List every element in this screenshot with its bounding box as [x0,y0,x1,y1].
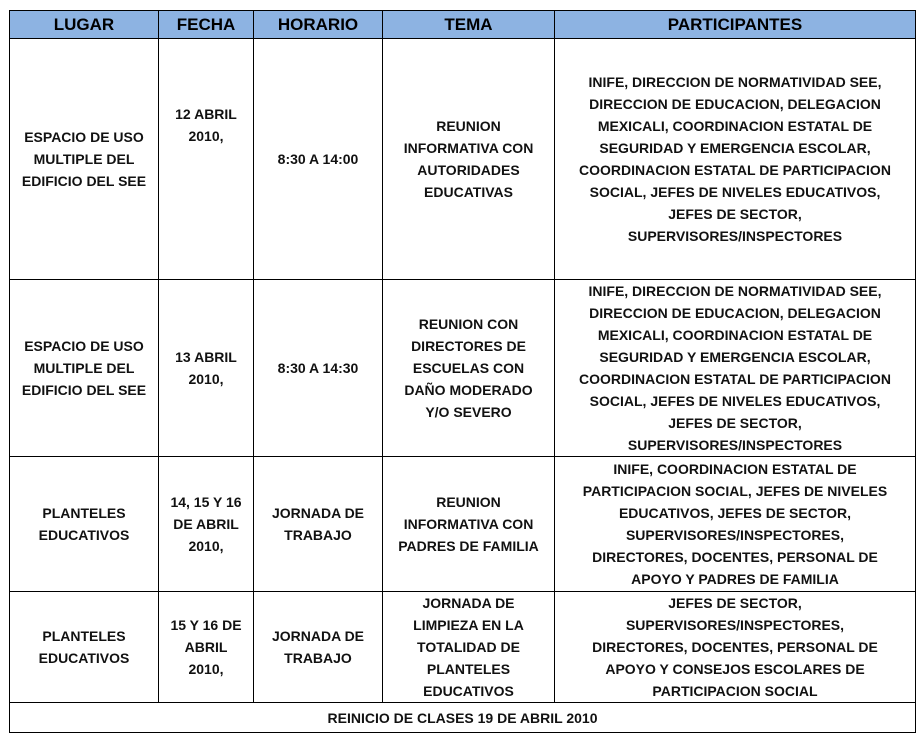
cell-horario [254,280,383,457]
header-horario: HORARIO [254,11,383,39]
cell-line: DE ABRIL [173,516,239,532]
table-row [10,280,916,457]
cell-line: PARTICIPACION SOCIAL, JEFES DE NIVELES [582,483,888,499]
cell-line: TRABAJO [284,527,352,543]
cell-line: ESPACIO DE USO [24,338,144,354]
cell-line: ESPACIO DE USO [24,129,144,145]
cell-participantes [555,39,916,280]
cell-line: SUPERVISORES/INSPECTORES [627,228,843,244]
header-tema: TEMA [383,11,555,39]
cell-line: JORNADA DE [271,628,365,644]
cell-line: SOCIAL, JEFES DE NIVELES EDUCATIVOS, [589,393,881,409]
cell-line: INIFE, COORDINACION ESTATAL DE [613,461,857,477]
cell-line: 8:30 A 14:30 [277,360,359,376]
cell-line: EDUCATIVOS [423,683,514,699]
cell-line: EDUCATIVAS [424,184,513,200]
header-fecha: FECHA [159,11,254,39]
cell-line: INFORMATIVA CON [403,140,534,156]
header-lugar: LUGAR [10,11,159,39]
cell-line: APOYO Y CONSEJOS ESCOLARES DE [605,661,865,677]
cell-lugar [10,280,159,457]
schedule-table [9,10,916,733]
cell-participantes [555,457,916,592]
cell-fecha [159,39,254,280]
cell-line: DIRECTORES, DOCENTES, PERSONAL DE [592,549,878,565]
cell-participantes [555,280,916,457]
cell-tema [383,457,555,592]
cell-line: EDUCATIVOS [38,527,130,543]
cell-line: TOTALIDAD DE [417,639,520,655]
cell-line: JORNADA DE [422,595,515,611]
cell-line: SUPERVISORES/INSPECTORES [627,437,843,453]
cell-line: JEFES DE SECTOR, [668,415,802,431]
cell-line: Y/O SEVERO [425,404,512,420]
cell-line: PARTICIPACION SOCIAL [652,683,818,699]
cell-line: REUNION CON [418,316,519,332]
cell-line: SUPERVISORES/INSPECTORES, [625,617,845,633]
cell-line: PLANTELES [42,628,126,644]
cell-line: AUTORIDADES [417,162,520,178]
cell-line: INIFE, DIRECCION DE NORMATIVIDAD SEE, [588,74,882,90]
cell-line: PADRES DE FAMILIA [398,538,539,554]
cell-line: SEGURIDAD Y EMERGENCIA ESCOLAR, [599,349,871,365]
cell-line: JORNADA DE [271,505,365,521]
cell-tema [383,39,555,280]
cell-line: SOCIAL, JEFES DE NIVELES EDUCATIVOS, [589,184,881,200]
cell-line: EDIFICIO DEL SEE [21,173,147,189]
cell-lugar [10,39,159,280]
cell-line: 15 Y 16 DE [170,617,242,633]
cell-line: MEXICALI, COORDINACION ESTATAL DE [597,118,873,134]
cell-line: 2010, [188,661,224,677]
cell-line: EDIFICIO DEL SEE [21,382,147,398]
cell-line: ESCUELAS CON [412,360,525,376]
cell-horario [254,457,383,592]
cell-line: COORDINACION ESTATAL DE PARTICIPACION [579,371,891,387]
cell-line: TRABAJO [284,650,352,666]
cell-line: EDUCATIVOS [38,650,130,666]
cell-line: DIRECCION DE EDUCACION, DELEGACION [589,96,881,112]
footer-note: REINICIO DE CLASES 19 DE ABRIL 2010 [10,703,916,733]
cell-line: JEFES DE SECTOR, [668,595,802,611]
cell-line: MEXICALI, COORDINACION ESTATAL DE [597,327,873,343]
header-participantes: PARTICIPANTES [555,11,916,39]
cell-line: 14, 15 Y 16 [170,494,242,510]
cell-line: ABRIL [184,639,228,655]
cell-line: DIRECCION DE EDUCACION, DELEGACION [589,305,881,321]
cell-line: 2010, [188,538,224,554]
cell-line: 2010, [188,128,224,144]
cell-horario [254,39,383,280]
cell-tema [383,280,555,457]
cell-line: 2010, [188,371,224,387]
cell-line: JEFES DE SECTOR, [668,206,802,222]
cell-line: INIFE, DIRECCION DE NORMATIVIDAD SEE, [588,283,882,299]
cell-line: PLANTELES [42,505,126,521]
cell-fecha [159,457,254,592]
table-row [10,39,916,280]
cell-lugar [10,457,159,592]
cell-line: REUNION [436,118,501,134]
cell-line: DIRECTORES, DOCENTES, PERSONAL DE [592,639,878,655]
cell-fecha [159,280,254,457]
cell-line: APOYO Y PADRES DE FAMILIA [631,571,839,587]
cell-line: MULTIPLE DEL [33,151,135,167]
cell-line: COORDINACION ESTATAL DE PARTICIPACION [579,162,891,178]
cell-line: SEGURIDAD Y EMERGENCIA ESCOLAR, [599,140,871,156]
header-row [10,11,916,39]
cell-line: EDUCATIVOS, JEFES DE SECTOR, [618,505,852,521]
cell-line: DIRECTORES DE [411,338,526,354]
cell-line: REUNION [436,494,501,510]
footer-row [10,703,916,733]
cell-line: 12 ABRIL [175,106,237,122]
cell-line: MULTIPLE DEL [33,360,135,376]
cell-line: LIMPIEZA EN LA [413,617,524,633]
table-row [10,457,916,592]
cell-line: DAÑO MODERADO [404,382,533,398]
cell-line: INFORMATIVA CON [403,516,534,532]
cell-line: 8:30 A 14:00 [277,151,359,167]
cell-line: 13 ABRIL [175,349,237,365]
cell-line: PLANTELES [426,661,511,677]
cell-line: SUPERVISORES/INSPECTORES, [625,527,845,543]
